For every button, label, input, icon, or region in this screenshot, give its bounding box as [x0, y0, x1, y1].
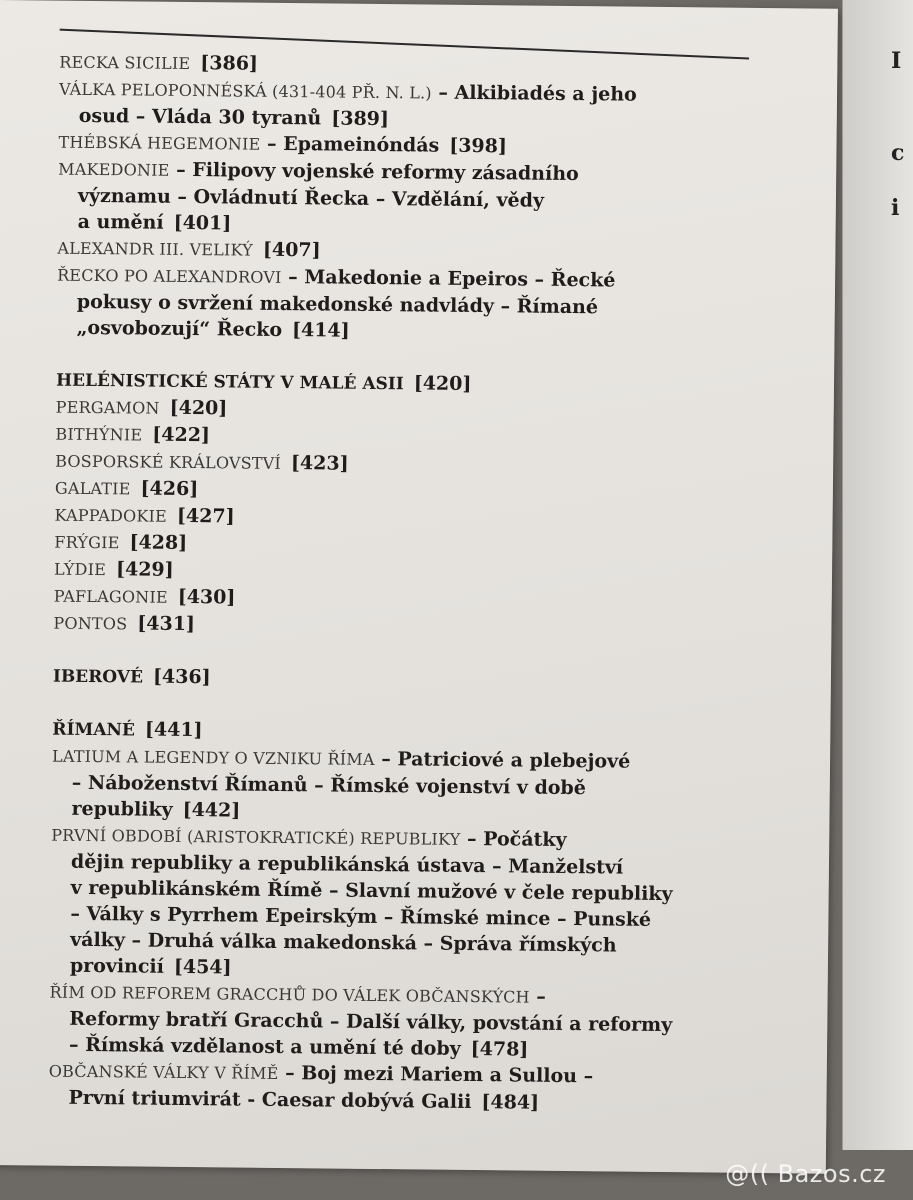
facing-page-edge	[842, 0, 913, 1150]
toc-title: HELÉNISTICKÉ STÁTY V MALÉ ASII	[55, 370, 404, 395]
toc-title: ŘÍMANÉ	[52, 719, 136, 741]
toc-title: ALEXANDR III. VELIKÝ	[57, 238, 254, 260]
toc-page-number: [442]	[182, 798, 241, 822]
toc-subtopics: – Války s Pyrrhem Epeirským – Římské mince – Punské	[70, 902, 652, 931]
toc-title: RECKA SICILIE	[59, 52, 191, 73]
toc-page-number: [427]	[176, 504, 235, 528]
toc-page-number: [484]	[481, 1091, 540, 1114]
toc-subtopics: – Epameinóndás	[260, 132, 440, 157]
toc-page-number: [407]	[262, 238, 321, 262]
toc-title: PAFLAGONIE	[53, 586, 168, 607]
toc-subtopics: Reformy bratří Gracchů – Další války, povstání a reformy	[69, 1007, 673, 1037]
toc-subtopics: významu – Ovládnutí Řecka – Vzdělání, vědy	[77, 184, 545, 212]
toc-page-number: [430]	[177, 585, 236, 609]
toc-title: PRVNÍ OBDOBÍ (ARISTOKRATICKÉ) REPUBLIKY	[51, 825, 461, 849]
toc-subtopics: – Patriciové a plebejové	[374, 747, 631, 773]
toc-subtopics: osud – Vláda 30 tyranů	[78, 104, 322, 130]
toc-page-number: [423]	[290, 452, 349, 475]
toc-entry	[51, 743, 772, 830]
toc-entry	[50, 822, 772, 987]
toc-subtopics: provincií	[69, 954, 165, 978]
toc-title: VÁLKA PELOPONNÉSKÁ (431-404 PŘ. N. L.)	[58, 79, 432, 103]
toc-page-number: [422]	[152, 423, 211, 447]
facing-page-letter: i	[891, 195, 900, 221]
toc-title: OBČANSKÉ VÁLKY V ŘÍMĚ	[48, 1061, 279, 1083]
toc-subtopics: – Počátky	[460, 827, 567, 851]
toc-subtopics: „osvobozují“ Řecko	[76, 316, 283, 341]
toc-subtopics: dějin republiky a republikánská ústava – Manželství	[70, 850, 624, 879]
toc-subtopics: První triumvirát - Caesar dobývá Galii	[68, 1086, 472, 1113]
toc-page-number: [441]	[144, 718, 203, 742]
toc-subtopics: –	[529, 985, 546, 1008]
toc-page-number: [420]	[413, 372, 472, 395]
toc-title: BITHÝNIE	[55, 424, 143, 445]
toc-title: PERGAMON	[55, 397, 160, 418]
toc-section-heading	[53, 663, 773, 698]
toc-page-number: [431]	[137, 612, 196, 636]
toc-title: LÝDIE	[53, 559, 107, 580]
toc-page-number: [478]	[470, 1037, 529, 1061]
toc-entry	[59, 76, 780, 137]
facing-page-letter: I	[891, 48, 902, 74]
toc-subtopics: v republikánském Římě – Slavní mužové v čele republiky	[70, 876, 673, 906]
toc-title: GALATIE	[54, 478, 131, 499]
toc-title: MAKEDONIE	[58, 159, 170, 180]
toc-page-number: [398]	[449, 134, 508, 158]
toc-title: THÉBSKÁ HEGEMONIE	[58, 132, 261, 154]
toc-page-number: [454]	[173, 955, 232, 979]
toc-page-number: [414]	[291, 319, 350, 342]
toc-subtopics: pokusy o svržení makedonské nadvlády – Římané	[76, 290, 599, 319]
toc-page-number: [429]	[115, 558, 174, 581]
toc-subtopics: – Náboženství Římanů – Římské vojenství v době	[71, 771, 586, 800]
toc-subtopics: – Alkibiadés a jeho	[431, 81, 637, 106]
toc-title: LATIUM A LEGENDY O VZNIKU ŘÍMA	[51, 746, 375, 769]
facing-page-letter: c	[891, 140, 905, 166]
toc-entry	[56, 262, 777, 349]
toc-title: FRÝGIE	[54, 532, 120, 553]
toc-subtopics: – Filipovy vojenské reformy zásadního	[169, 158, 579, 186]
toc-subtopics: války – Druhá válka makedonská – Správa římských	[70, 928, 617, 957]
toc-entry	[58, 156, 779, 243]
toc-page-number: [386]	[200, 52, 259, 75]
toc-subtopics: – Římská vzdělanost a umění té doby	[68, 1033, 461, 1060]
toc-subtopics: a umění	[77, 210, 164, 234]
toc-page-number: [401]	[173, 211, 232, 235]
toc-title: ŘECKO PO ALEXANDROVI	[57, 265, 282, 287]
toc-entry	[49, 979, 770, 1066]
watermark: @(( Bazos.cz	[725, 1160, 886, 1188]
toc-subtopics: – Boj mezi Mariem a Sullou –	[278, 1061, 594, 1088]
toc-page-number: [428]	[129, 531, 188, 554]
toc-page-number: [426]	[140, 477, 199, 501]
toc-title: IBEROVÉ	[52, 666, 144, 688]
toc-title: BOSPORSKÉ KRÁLOVSTVÍ	[55, 451, 282, 473]
toc-entry	[48, 1058, 769, 1119]
toc-subtopics: – Makedonie a Epeiros – Řecké	[281, 265, 616, 292]
toc-line	[53, 663, 773, 698]
toc-page-number: [389]	[331, 107, 390, 131]
toc-page-number: [436]	[152, 665, 211, 689]
toc-title: ŘÍM OD REFOREM GRACCHŮ DO VÁLEK OBČANSKÝCH	[49, 982, 530, 1007]
table-of-contents	[48, 49, 779, 1118]
toc-page-number: [420]	[169, 396, 228, 420]
toc-title: KAPPADOKIE	[54, 505, 168, 526]
toc-subtopics: republiky	[71, 797, 173, 821]
toc-title: PONTOS	[53, 613, 128, 634]
